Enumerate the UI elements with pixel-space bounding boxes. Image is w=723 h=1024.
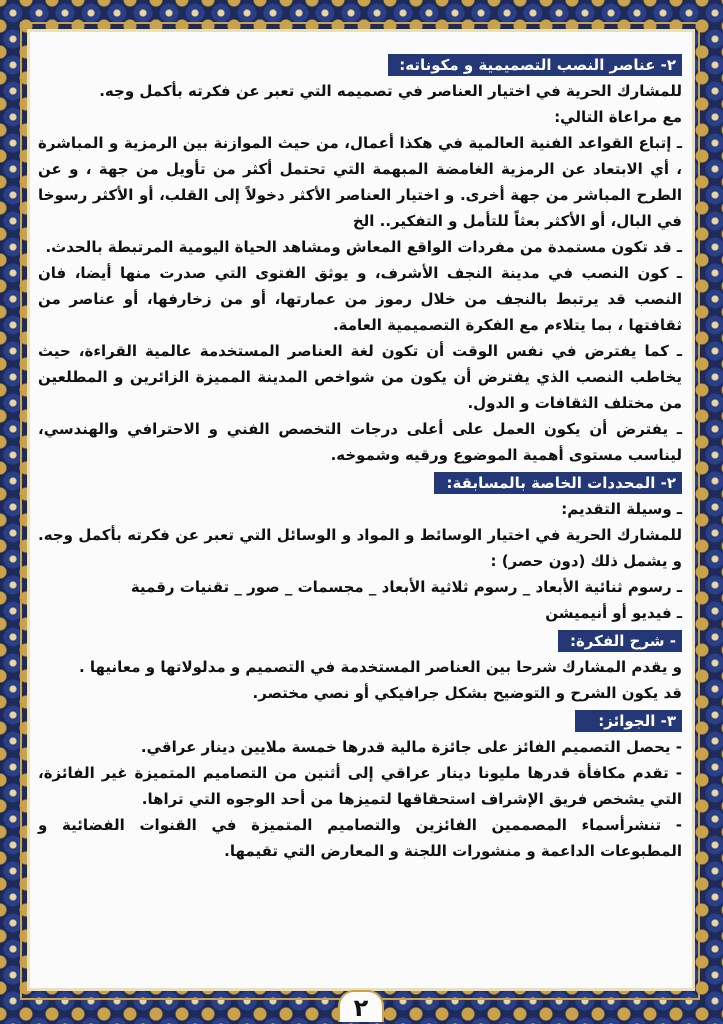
section-heading-explanation: - شرح الفكرة: bbox=[558, 630, 682, 652]
media-list-line: ـ رسوم ثنائية الأبعاد _ رسوم ثلاثية الأبعاد _ مجسمات _ صور _ تقنيات رقمية bbox=[130, 578, 682, 596]
explanation-line: و يقدم المشارك شرحا بين العناصر المستخدمة في التصميم و مدلولاتها و معانيها . bbox=[78, 658, 682, 676]
criteria-considering: مع مراعاة التالي: bbox=[554, 108, 682, 126]
explanation-line: قد يكون الشرح و التوضيح بشكل جرافيكي أو نصي مختصر. bbox=[252, 684, 682, 702]
section-heading-prizes: ٣- الجوائز: bbox=[575, 710, 682, 732]
criteria-intro: للمشارك الحرية في اختيار العناصر في تصميمه التي تعبر عن فكرته بأكمل وجه. bbox=[99, 82, 682, 100]
section-heading-criteria: ٢- عناصر النصب التصميمية و مكوناته: bbox=[388, 54, 682, 76]
criteria-point: ـ كون النصب في مدينة النجف الأشرف، و يوثق الفتوى التي صدرت منها أيضا، فان النصب قد يرتبط بالنجف من خلال رموز من عمارتها، أو من زخارفها، أو عناصر من ثقافتها ، بما يتلاءم مع الفكرة التصميمية العامة. bbox=[38, 264, 682, 334]
page-number: ٢ bbox=[338, 990, 384, 1022]
criteria-point: ـ كما يفترض في نفس الوقت أن تكون لغة العناصر المستخدمة عالمية القراءة، حيث يخاطب النصب الذي يفترض أن يكون من شواخص المدينة المميزة الزائرين و المطلعين من مختلف الثقافات و الدول. bbox=[38, 342, 682, 412]
prize-item: - يحصل التصميم الفائز على جائزة مالية قدرها خمسة ملايين دينار عراقي. bbox=[140, 738, 682, 756]
media-list-line: ـ فيديو أو أنيميشن bbox=[545, 604, 682, 622]
criteria-point: ـ قد تكون مستمدة من مفردات الواقع المعاش ومشاهد الحياة اليومية المرتبطة بالحدث. bbox=[45, 238, 682, 256]
document-page bbox=[30, 32, 692, 988]
prize-item: - تنشرأسماء المصممين الفائزين والتصاميم المتميزة في القنوات الفضائية و المطبوعات الداعمة و منشورات اللجنة و المعارض التي تقيمها. bbox=[38, 816, 682, 860]
page-content bbox=[38, 54, 682, 864]
prize-item: - تقدم مكافأة قدرها مليونا دينار عراقي إلى أثنين من التصاميم المتميزة غير الفائزة، التي يشخص فريق الإشراف استحقاقها لتميزها من أحد الوجوه التي تراها. bbox=[38, 764, 682, 808]
presentation-text: للمشارك الحرية في اختيار الوسائط و المواد و الوسائل التي تعبر عن فكرته بأكمل وجه. و يشمل ذلك (دون حصر) : bbox=[38, 526, 682, 570]
section-heading-constraints: ٢- المحددات الخاصة بالمسابقة: bbox=[434, 472, 682, 494]
presentation-title: ـ وسيلة التقديم: bbox=[561, 500, 682, 518]
criteria-point: ـ إتباع القواعد الفنية العالمية في هكذا أعمال، من حيث الموازنة بين الرمزية و المباشرة ، أي الابتعاد عن الرمزية الغامضة المبهمة التي تحتمل أكثر من تأويل من جهة ، و عن الطرح المباشر من جهة أخرى. و اختيار العناصر الأكثر دخولاً إلى القلب، أو الأكثر رسوخا في البال، أو الأكثر بعثاً للتأمل و التفكير.. الخ bbox=[38, 134, 682, 230]
criteria-point: ـ يفترض أن يكون العمل على أعلى درجات التخصص الفني و الاحترافي والهندسي، ليناسب مستوى أهمية الموضوع ورقيه وشموخه. bbox=[38, 420, 682, 464]
